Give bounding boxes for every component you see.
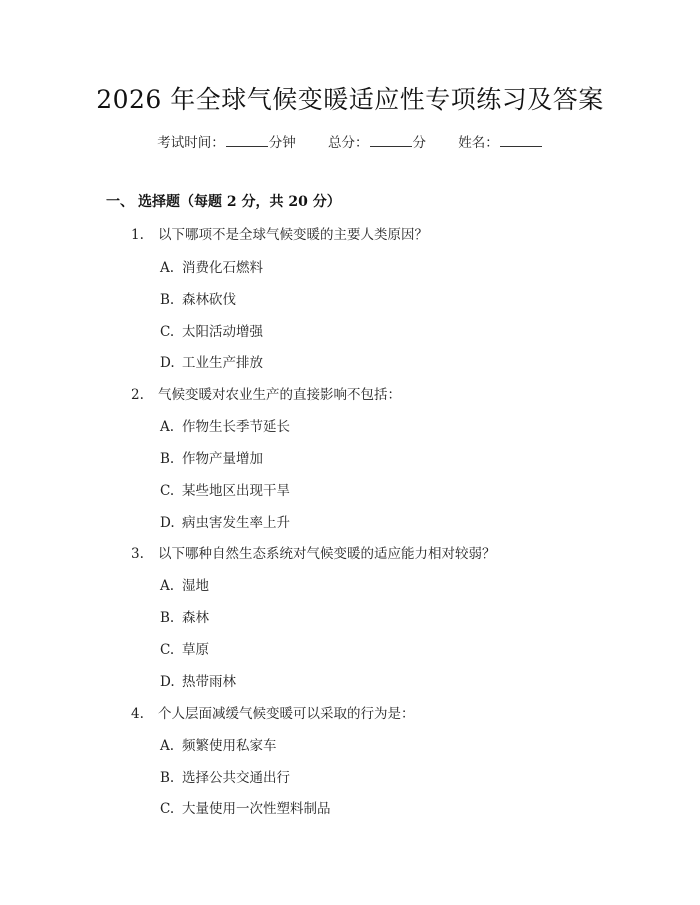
answer-option: [160, 606, 209, 626]
section-heading: [106, 191, 341, 211]
option-text: 大量使用一次性塑料制品: [182, 801, 331, 817]
exam-time-field: [157, 131, 296, 151]
option-text: 热带雨林: [182, 674, 236, 690]
question: [131, 702, 415, 722]
option-letter: B.: [160, 292, 175, 308]
option-letter: A.: [160, 260, 175, 276]
option-text: 作物产量增加: [182, 451, 263, 467]
option-text: 作物生长季节延长: [182, 419, 290, 435]
question-text: 以下哪种自然生态系统对气候变暖的适应能力相对较弱？: [158, 546, 496, 562]
exam-time-unit: 分钟: [268, 135, 296, 151]
answer-option: [160, 288, 236, 308]
question: [131, 542, 496, 562]
answer-option: [160, 415, 290, 435]
option-letter: B.: [160, 451, 175, 467]
question-number: 1.: [131, 227, 144, 243]
answer-option: [160, 320, 263, 340]
section-number: 一、: [106, 194, 134, 210]
question-text: 气候变暖对农业生产的直接影响不包括：: [158, 387, 401, 403]
option-text: 草原: [182, 642, 209, 658]
answer-option: [160, 256, 263, 276]
answer-option: [160, 479, 290, 499]
answer-option: [160, 447, 263, 467]
option-letter: D.: [160, 355, 175, 371]
option-text: 某些地区出现干旱: [182, 483, 290, 499]
answer-option: [160, 638, 209, 658]
option-text: 森林砍伐: [182, 292, 236, 308]
total-score-blank: [370, 134, 412, 147]
exam-time-label: 考试时间：: [157, 135, 225, 151]
answer-option: [160, 670, 236, 690]
option-text: 病虫害发生率上升: [182, 515, 290, 531]
option-letter: A.: [160, 578, 175, 594]
total-score-field: [328, 131, 426, 151]
question: [131, 223, 428, 243]
answer-option: [160, 797, 331, 817]
page-title: 2026 年全球气候变暖适应性专项练习及答案: [96, 85, 604, 114]
exam-meta: [0, 131, 700, 151]
option-text: 频繁使用私家车: [182, 738, 277, 754]
option-letter: D.: [160, 674, 175, 690]
total-score-label: 总分：: [328, 135, 369, 151]
answer-option: [160, 351, 263, 371]
question-text: 以下哪项不是全球气候变暖的主要人类原因？: [158, 227, 428, 243]
question: [131, 383, 401, 403]
answer-option: [160, 511, 290, 531]
option-text: 工业生产排放: [182, 355, 263, 371]
answer-option: [160, 734, 277, 754]
name-field: [458, 131, 543, 151]
option-letter: A.: [160, 738, 175, 754]
option-letter: B.: [160, 610, 175, 626]
option-text: 湿地: [182, 578, 209, 594]
question-text: 个人层面减缓气候变暖可以采取的行为是：: [158, 706, 415, 722]
answer-option: [160, 574, 209, 594]
option-letter: C.: [160, 801, 175, 817]
option-letter: B.: [160, 770, 175, 786]
answer-option: [160, 766, 290, 786]
option-letter: C.: [160, 324, 175, 340]
name-blank: [500, 134, 542, 147]
option-text: 消费化石燃料: [182, 260, 263, 276]
exam-time-blank: [226, 134, 268, 147]
option-text: 选择公共交通出行: [182, 770, 290, 786]
option-letter: D.: [160, 515, 175, 531]
option-letter: C.: [160, 483, 175, 499]
question-number: 3.: [131, 546, 144, 562]
question-number: 4.: [131, 706, 144, 722]
option-letter: C.: [160, 642, 175, 658]
question-number: 2.: [131, 387, 144, 403]
option-text: 森林: [182, 610, 209, 626]
section-title: 选择题（每题 2 分，共 20 分）: [138, 194, 341, 210]
option-letter: A.: [160, 419, 175, 435]
option-text: 太阳活动增强: [182, 324, 263, 340]
name-label: 姓名：: [458, 135, 499, 151]
total-score-unit: 分: [412, 135, 426, 151]
